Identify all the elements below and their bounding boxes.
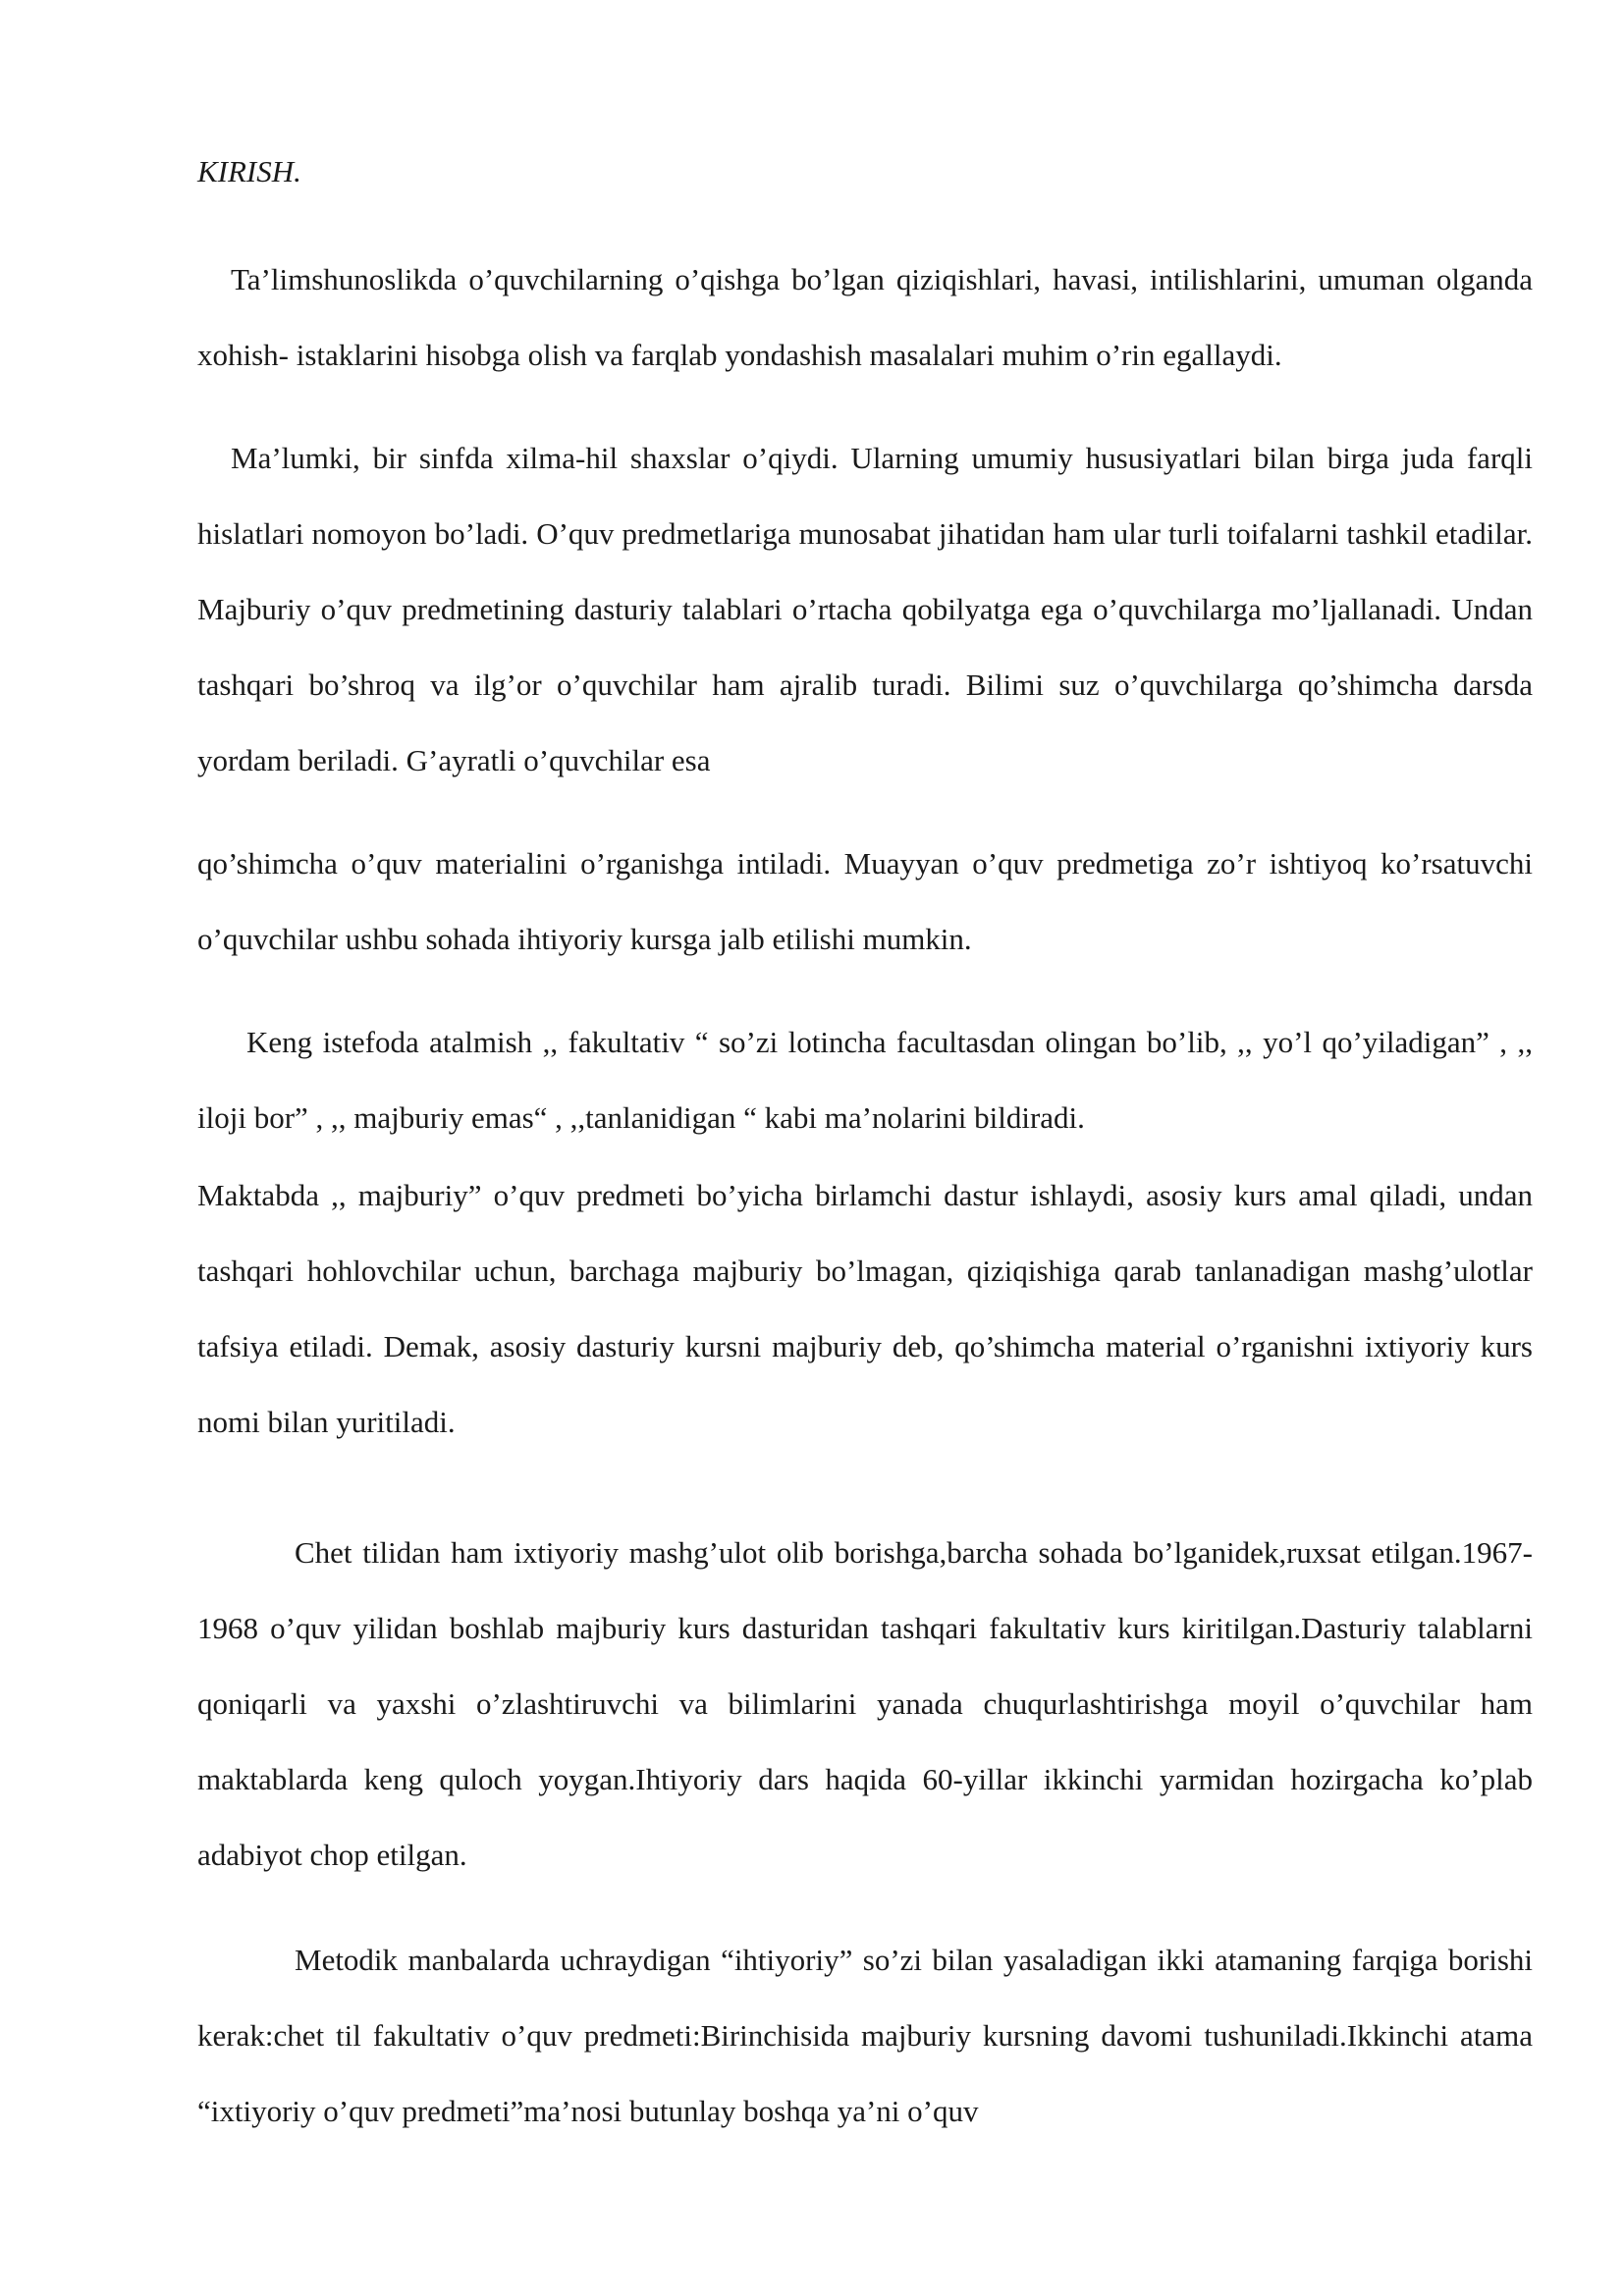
paragraph-foreign-language: Chet tilidan ham ixtiyoriy mashg’ulot olib borishga,barcha sohada bo’lganidek,ruxsat etilgan.1967-1968 o’quv yilidan boshlab majburiy kurs dasturidan tashqari fakultativ kurs kiritilgan.Dasturiy talablarni qoniqarli va yaxshi o’zlashtiruvchi va bilimlarini yanada chuqurlashtirishga moyil o’quvchilar ham maktablarda keng quloch yoygan.Ihtiyoriy dars haqida 60-yillar ikkinchi yarmidan hozirgacha ko’plab adabiyot chop etilgan.	[197, 1535, 1533, 1872]
paragraph-school-course: Maktabda ,, majburiy” o’quv predmeti bo’yicha birlamchi dastur ishlaydi, asosiy kurs amal qiladi, undan tashqari hohlovchilar uchun, barchaga majburiy bo’lmagan, qiziqishiga qarab tanlanadigan mashg’ulotlar tafsiya etiladi. Demak, asosiy dasturiy kursni majburiy deb, qo’shimcha material o’rganishni ixtiyoriy kurs nomi bilan yuritiladi.	[197, 1178, 1533, 1439]
paragraph-additional-material: qo’shimcha o’quv materialini o’rganishga intiladi. Muayyan o’quv predmetiga zo’r ishtiyoq ko’rsatuvchi o’quvchilar ushbu sohada ihtiyoriy kursga jalb etilishi mumkin.	[197, 846, 1533, 956]
document-heading: KIRISH.	[197, 154, 301, 188]
paragraph-intro: Ta’limshunoslikda o’quvchilarning o’qishga bo’lgan qiziqishlari, havasi, intilishlarini, umuman olganda xohish- istaklarini hisobga olish va farqlab yondashish masalalari muhim o’rin egallaydi.	[197, 262, 1533, 372]
paragraph-methodical-sources: Metodik manbalarda uchraydigan “ihtiyoriy” so’zi bilan yasaladigan ikki atamaning farqiga borishi kerak:chet til fakultativ o’quv predmeti:Birinchisida majburiy kursning davomi tushuniladi.Ikkinchi atama “ixtiyoriy o’quv predmeti”ma’nosi butunlay boshqa ya’ni o’quv	[197, 1943, 1533, 2128]
paragraph-fakultativ-term: Keng istefoda atalmish ,, fakultativ “ so’zi lotincha facultasdan olingan bo’lib, ,, yo’l qo’yiladigan” , ,, iloji bor” , ,, majburiy emas“ , ,,tanlanidigan “ kabi ma’nolarini bildiradi.	[197, 1025, 1533, 1135]
paragraph-classroom: Ma’lumki, bir sinfda xilma-hil shaxslar o’qiydi. Ularning umumiy hususiyatlari bilan birga juda farqli hislatlari nomoyon bo’ladi. O’quv predmetlariga munosabat jihatidan ham ular turli toifalarni tashkil etadilar. Majburiy o’quv predmetining dasturiy talablari o’rtacha qobilyatga ega o’quvchilarga mo’ljallanadi. Undan tashqari bo’shroq va ilg’or o’quvchilar ham ajralib turadi. Bilimi suz o’quvchilarga qo’shimcha darsda yordam beriladi. G’ayratli o’quvchilar esa	[197, 441, 1533, 777]
